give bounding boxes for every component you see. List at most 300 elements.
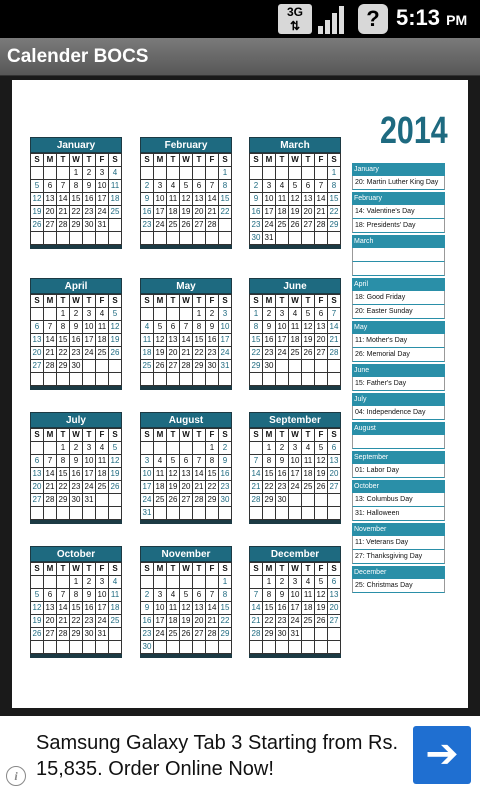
weekday-header: F (96, 429, 109, 442)
day-cell: 24 (96, 615, 109, 628)
day-cell: 19 (167, 481, 180, 494)
holiday-item: 31: Halloween (352, 507, 445, 521)
day-cell: 25 (96, 347, 109, 360)
day-cell (193, 373, 206, 386)
day-cell: 4 (167, 180, 180, 193)
ad-arrow-button[interactable]: ➔ (413, 726, 471, 784)
day-cell: 15 (193, 334, 206, 347)
day-cell: 5 (180, 180, 193, 193)
day-cell: 11 (154, 468, 167, 481)
day-cell: 3 (263, 180, 276, 193)
weekday-header: S (328, 154, 341, 167)
month-june (249, 278, 341, 390)
day-cell (328, 628, 341, 641)
day-cell: 27 (31, 494, 44, 507)
day-cell: 30 (250, 232, 263, 245)
day-cell: 24 (96, 206, 109, 219)
weekday-header: S (219, 563, 232, 576)
day-cell: 7 (250, 589, 263, 602)
day-cell: 2 (250, 180, 263, 193)
day-cell: 9 (206, 321, 219, 334)
day-cell: 19 (109, 468, 122, 481)
day-cell: 6 (31, 455, 44, 468)
day-cell (250, 576, 263, 589)
weekday-header: S (219, 154, 232, 167)
day-cell: 26 (154, 360, 167, 373)
day-cell: 20 (31, 347, 44, 360)
day-cell: 12 (315, 589, 328, 602)
day-cell: 2 (70, 442, 83, 455)
day-cell: 23 (206, 347, 219, 360)
app-title-bar (0, 38, 480, 76)
day-cell: 5 (315, 576, 328, 589)
day-cell (141, 167, 154, 180)
holiday-item: 18: Good Friday (352, 291, 445, 305)
holiday-item: 13: Columbus Day (352, 493, 445, 507)
month-day-grid (249, 562, 341, 654)
month-day-grid (30, 428, 122, 520)
day-cell: 12 (315, 455, 328, 468)
day-cell: 1 (57, 442, 70, 455)
month-february (140, 137, 232, 249)
day-cell: 19 (31, 206, 44, 219)
day-cell: 10 (276, 321, 289, 334)
day-cell (96, 373, 109, 386)
day-cell: 8 (219, 180, 232, 193)
day-cell (31, 576, 44, 589)
day-cell: 25 (167, 219, 180, 232)
day-cell (315, 628, 328, 641)
day-cell: 8 (250, 321, 263, 334)
holiday-item: 04: Independence Day (352, 406, 445, 420)
day-cell (180, 167, 193, 180)
day-cell (315, 232, 328, 245)
day-cell: 18 (302, 602, 315, 615)
day-cell: 17 (219, 334, 232, 347)
day-cell: 16 (206, 334, 219, 347)
day-cell (167, 576, 180, 589)
holiday-item: 14: Valentine's Day (352, 205, 445, 219)
calendar-image (12, 80, 468, 708)
day-cell (70, 373, 83, 386)
day-cell: 15 (206, 468, 219, 481)
day-cell (83, 641, 96, 654)
day-cell: 12 (109, 455, 122, 468)
day-cell: 26 (315, 481, 328, 494)
day-cell: 16 (263, 334, 276, 347)
day-cell: 25 (154, 494, 167, 507)
day-cell: 12 (31, 602, 44, 615)
day-cell: 23 (70, 481, 83, 494)
weekday-header: S (219, 295, 232, 308)
year-heading: 2014 (380, 110, 448, 152)
day-cell: 28 (57, 219, 70, 232)
day-cell: 27 (328, 481, 341, 494)
day-cell: 22 (219, 615, 232, 628)
day-cell: 29 (206, 494, 219, 507)
day-cell (70, 232, 83, 245)
network-label: 3G (286, 5, 303, 19)
day-cell (193, 167, 206, 180)
holiday-month-label: January (352, 163, 445, 176)
day-cell: 13 (193, 193, 206, 206)
day-cell: 21 (206, 615, 219, 628)
ad-text[interactable]: Samsung Galaxy Tab 3 Starting from Rs. 15,835. Order Online Now! (36, 732, 399, 780)
day-cell: 19 (180, 206, 193, 219)
day-cell: 28 (180, 360, 193, 373)
weekday-header: M (44, 563, 57, 576)
day-cell: 7 (44, 321, 57, 334)
day-cell (302, 628, 315, 641)
weekday-header: F (315, 295, 328, 308)
day-cell: 29 (70, 219, 83, 232)
day-cell (70, 507, 83, 520)
weekday-header: W (70, 154, 83, 167)
day-cell: 30 (70, 494, 83, 507)
day-cell: 23 (276, 481, 289, 494)
day-cell (328, 360, 341, 373)
day-cell (57, 576, 70, 589)
day-cell (109, 507, 122, 520)
day-cell (70, 641, 83, 654)
month-january (30, 137, 122, 249)
month-name: May (140, 278, 232, 294)
month-july (30, 412, 122, 524)
day-cell (206, 167, 219, 180)
day-cell: 22 (219, 206, 232, 219)
holiday-item: 11: Veterans Day (352, 536, 445, 550)
holiday-month-label: December (352, 566, 445, 579)
day-cell: 5 (31, 180, 44, 193)
day-cell (57, 167, 70, 180)
weekday-header: F (96, 295, 109, 308)
holiday-item: 15: Father's Day (352, 377, 445, 391)
day-cell (96, 641, 109, 654)
month-day-grid (249, 294, 341, 386)
weekday-header: T (83, 563, 96, 576)
holiday-item (352, 262, 445, 276)
day-cell: 21 (328, 334, 341, 347)
calendar-image-viewer[interactable] (0, 76, 480, 716)
day-cell: 28 (206, 219, 219, 232)
day-cell: 30 (276, 628, 289, 641)
day-cell: 9 (219, 455, 232, 468)
day-cell: 2 (206, 308, 219, 321)
day-cell: 31 (96, 628, 109, 641)
day-cell: 22 (328, 206, 341, 219)
day-cell: 21 (44, 347, 57, 360)
day-cell: 31 (219, 360, 232, 373)
day-cell (250, 442, 263, 455)
day-cell (57, 641, 70, 654)
day-cell (167, 167, 180, 180)
day-cell: 26 (289, 219, 302, 232)
month-name: August (140, 412, 232, 428)
day-cell: 22 (57, 481, 70, 494)
day-cell: 11 (289, 321, 302, 334)
day-cell: 18 (109, 193, 122, 206)
day-cell: 6 (167, 321, 180, 334)
month-may (140, 278, 232, 390)
day-cell: 31 (289, 628, 302, 641)
day-cell: 7 (44, 455, 57, 468)
weekday-header: S (141, 154, 154, 167)
day-cell: 20 (44, 615, 57, 628)
day-cell: 7 (180, 321, 193, 334)
day-cell (315, 494, 328, 507)
holiday-item: 25: Christmas Day (352, 579, 445, 593)
holiday-item: 11: Mother's Day (352, 334, 445, 348)
day-cell: 15 (263, 602, 276, 615)
day-cell: 10 (83, 321, 96, 334)
day-cell (83, 507, 96, 520)
holiday-item (352, 435, 445, 449)
day-cell: 19 (31, 615, 44, 628)
day-cell (44, 373, 57, 386)
day-cell (154, 442, 167, 455)
day-cell: 16 (141, 206, 154, 219)
day-cell (328, 641, 341, 654)
day-cell (154, 576, 167, 589)
day-cell: 14 (250, 468, 263, 481)
day-cell: 13 (328, 455, 341, 468)
day-cell: 20 (167, 347, 180, 360)
day-cell: 24 (141, 494, 154, 507)
day-cell (315, 373, 328, 386)
day-cell: 17 (263, 206, 276, 219)
day-cell: 14 (250, 602, 263, 615)
day-cell: 21 (57, 206, 70, 219)
weekday-header: W (180, 429, 193, 442)
month-september (249, 412, 341, 524)
day-cell: 23 (70, 347, 83, 360)
day-cell: 12 (289, 193, 302, 206)
day-cell: 4 (141, 321, 154, 334)
day-cell: 9 (83, 180, 96, 193)
day-cell: 1 (263, 442, 276, 455)
holiday-item: 18: Presidents' Day (352, 219, 445, 233)
day-cell (180, 507, 193, 520)
day-cell: 8 (219, 589, 232, 602)
day-cell: 19 (180, 615, 193, 628)
weekday-header: F (206, 154, 219, 167)
day-cell: 2 (276, 442, 289, 455)
weekday-header: W (289, 429, 302, 442)
day-cell: 7 (206, 589, 219, 602)
weekday-header: M (44, 295, 57, 308)
day-cell: 15 (70, 193, 83, 206)
day-cell (167, 373, 180, 386)
day-cell (31, 232, 44, 245)
month-day-grid (140, 294, 232, 386)
weekday-header: T (276, 295, 289, 308)
weekday-header: W (180, 295, 193, 308)
day-cell: 17 (141, 481, 154, 494)
day-cell: 15 (219, 602, 232, 615)
day-cell (219, 232, 232, 245)
day-cell (31, 373, 44, 386)
day-cell: 17 (154, 615, 167, 628)
day-cell: 15 (70, 602, 83, 615)
day-cell: 14 (193, 468, 206, 481)
day-cell: 15 (328, 193, 341, 206)
weekday-header: F (315, 154, 328, 167)
day-cell: 11 (302, 589, 315, 602)
day-cell (167, 442, 180, 455)
day-cell (206, 576, 219, 589)
day-cell (328, 373, 341, 386)
day-cell (289, 494, 302, 507)
weekday-header: T (167, 429, 180, 442)
day-cell (154, 507, 167, 520)
day-cell: 24 (219, 347, 232, 360)
weekday-header: S (250, 563, 263, 576)
day-cell: 6 (193, 589, 206, 602)
day-cell (302, 641, 315, 654)
day-cell: 29 (57, 360, 70, 373)
day-cell: 14 (328, 321, 341, 334)
day-cell (167, 308, 180, 321)
day-cell: 1 (70, 167, 83, 180)
month-day-grid (140, 428, 232, 520)
day-cell (31, 308, 44, 321)
day-cell (206, 373, 219, 386)
weekday-header: T (83, 154, 96, 167)
day-cell: 25 (141, 360, 154, 373)
day-cell: 18 (276, 206, 289, 219)
weekday-header: T (276, 154, 289, 167)
day-cell: 7 (328, 308, 341, 321)
day-cell: 3 (83, 308, 96, 321)
day-cell (315, 641, 328, 654)
weekday-header: M (44, 429, 57, 442)
holiday-list (352, 161, 445, 593)
day-cell: 3 (289, 442, 302, 455)
weekday-header: S (219, 429, 232, 442)
day-cell: 17 (96, 193, 109, 206)
day-cell: 16 (70, 468, 83, 481)
day-cell: 18 (109, 602, 122, 615)
day-cell: 16 (83, 602, 96, 615)
day-cell: 26 (315, 615, 328, 628)
day-cell (302, 167, 315, 180)
day-cell: 19 (289, 206, 302, 219)
day-cell: 5 (31, 589, 44, 602)
day-cell: 8 (70, 180, 83, 193)
weekday-header: S (141, 429, 154, 442)
day-cell: 10 (263, 193, 276, 206)
day-cell: 21 (206, 206, 219, 219)
holiday-month-label: September (352, 451, 445, 464)
day-cell: 13 (167, 334, 180, 347)
weekday-header: S (31, 563, 44, 576)
day-cell (154, 641, 167, 654)
day-cell: 30 (276, 494, 289, 507)
day-cell: 3 (96, 576, 109, 589)
day-cell: 4 (302, 576, 315, 589)
day-cell: 17 (83, 334, 96, 347)
day-cell: 18 (167, 206, 180, 219)
weekday-header: S (250, 295, 263, 308)
day-cell: 8 (328, 180, 341, 193)
day-cell: 18 (289, 334, 302, 347)
day-cell: 24 (289, 481, 302, 494)
day-cell (193, 641, 206, 654)
day-cell (289, 507, 302, 520)
day-cell (180, 442, 193, 455)
weekday-header: T (276, 429, 289, 442)
day-cell (83, 232, 96, 245)
day-cell: 12 (109, 321, 122, 334)
3g-data-icon: 3G ⇅ (278, 4, 312, 34)
day-cell: 5 (109, 308, 122, 321)
day-cell: 10 (154, 602, 167, 615)
day-cell: 7 (57, 180, 70, 193)
day-cell: 5 (167, 455, 180, 468)
day-cell: 1 (206, 442, 219, 455)
day-cell (276, 167, 289, 180)
day-cell: 14 (206, 602, 219, 615)
day-cell: 22 (263, 481, 276, 494)
day-cell (154, 373, 167, 386)
day-cell: 2 (263, 308, 276, 321)
day-cell: 12 (154, 334, 167, 347)
holiday-month-label: April (352, 278, 445, 291)
month-december (249, 546, 341, 658)
day-cell: 10 (83, 455, 96, 468)
day-cell (180, 576, 193, 589)
day-cell (44, 507, 57, 520)
day-cell: 16 (141, 615, 154, 628)
day-cell: 29 (193, 360, 206, 373)
weekday-header: W (180, 154, 193, 167)
weekday-header: W (70, 295, 83, 308)
day-cell: 7 (206, 180, 219, 193)
day-cell: 26 (180, 628, 193, 641)
weekday-header: W (70, 429, 83, 442)
day-cell: 1 (70, 576, 83, 589)
day-cell (141, 373, 154, 386)
day-cell: 11 (276, 193, 289, 206)
day-cell: 3 (154, 180, 167, 193)
month-name: March (249, 137, 341, 153)
month-march (249, 137, 341, 249)
day-cell: 14 (44, 468, 57, 481)
day-cell: 28 (44, 360, 57, 373)
ad-banner[interactable] (0, 716, 480, 800)
day-cell: 23 (83, 206, 96, 219)
day-cell: 8 (70, 589, 83, 602)
month-name: January (30, 137, 122, 153)
day-cell (315, 360, 328, 373)
ad-info-icon[interactable]: i (6, 766, 26, 786)
day-cell: 17 (289, 468, 302, 481)
day-cell: 13 (315, 321, 328, 334)
day-cell (263, 641, 276, 654)
day-cell: 12 (302, 321, 315, 334)
day-cell: 25 (109, 206, 122, 219)
day-cell: 4 (167, 589, 180, 602)
day-cell: 23 (250, 219, 263, 232)
day-cell: 10 (96, 589, 109, 602)
day-cell: 23 (263, 347, 276, 360)
day-cell (57, 232, 70, 245)
day-cell: 30 (83, 219, 96, 232)
day-cell: 27 (167, 360, 180, 373)
day-cell (250, 641, 263, 654)
day-cell: 8 (193, 321, 206, 334)
day-cell: 7 (57, 589, 70, 602)
